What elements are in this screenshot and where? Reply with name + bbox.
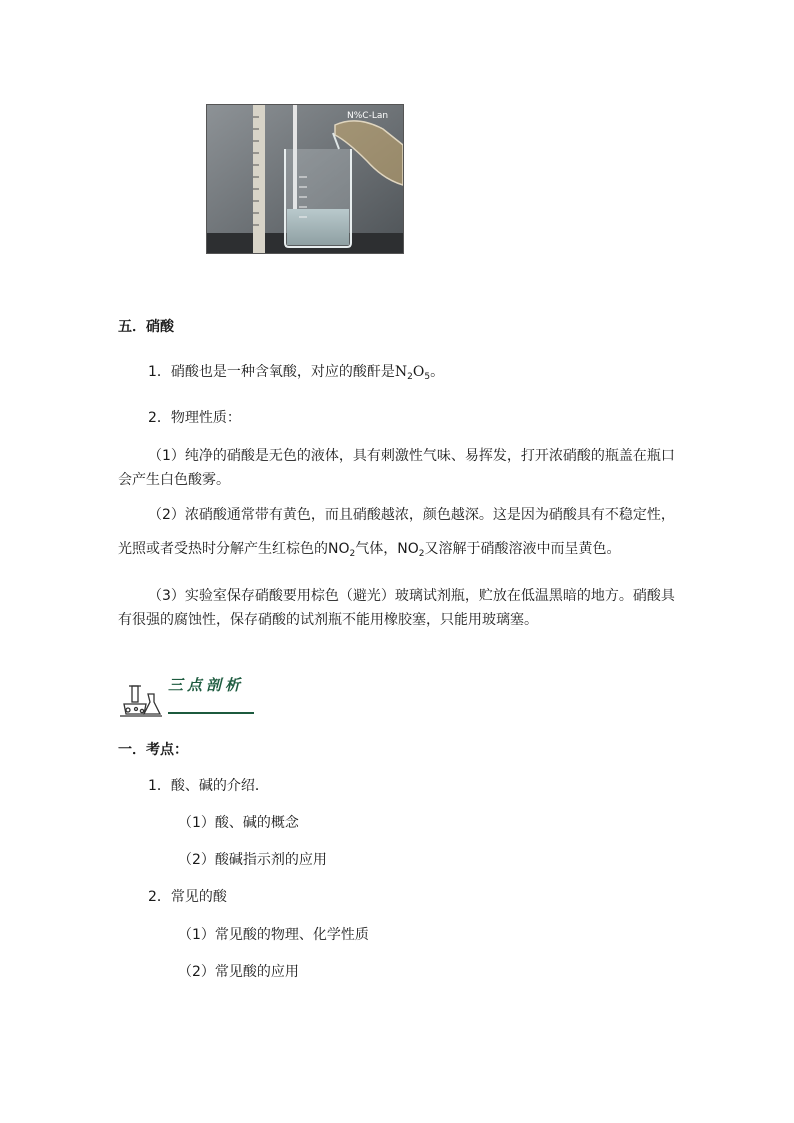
lab-equipment-icon <box>118 684 164 724</box>
list-item: （2）常见酸的应用 <box>178 964 299 980</box>
list-item: 2．常见的酸 <box>148 889 227 905</box>
item-2: 2．物理性质： <box>148 410 241 426</box>
section-title-underline <box>168 712 254 714</box>
paragraph-2-line-1: （2）浓硝酸通常带有黄色，而且硝酸越浓，颜色越深。这是因为硝酸具有不稳定性， <box>148 507 675 523</box>
paragraph-2-line-2: 光照或者受热时分解产生红棕色的$NO_2$气体，$NO_2$又溶解于硝酸溶液中而呈黄色。 <box>118 541 621 559</box>
analysis-heading: 一．考点： <box>118 742 188 758</box>
beaker-illustration <box>207 105 403 253</box>
experiment-photo <box>206 104 404 254</box>
list-item: （1）常见酸的物理、化学性质 <box>178 927 369 943</box>
list-item: （1）酸、碱的概念 <box>178 815 299 831</box>
list-item: 1．酸、碱的介绍． <box>148 778 269 794</box>
paragraph-3: （3）实验室保存硝酸要用棕色（避光）玻璃试剂瓶，贮放在低温黑暗的地方。硝酸具 有很强的腐蚀性，保存硝酸的试剂瓶不能用橡胶塞，只能用玻璃塞。 <box>118 588 675 628</box>
paragraph-1: （1）纯净的硝酸是无色的液体，具有刺激性气味、易挥发，打开浓硝酸的瓶盖在瓶口 会产生白色酸雾。 <box>118 448 675 488</box>
photo-watermark: N%C-Lan <box>347 111 389 121</box>
item-1: 1．硝酸也是一种含氧酸，对应的酸酐是$N_2O_5$。 <box>148 364 445 382</box>
list-item: （2）酸碱指示剂的应用 <box>178 852 327 868</box>
section-heading: 五．硝酸 <box>118 319 174 335</box>
section-title: 三点剖析 <box>168 676 245 694</box>
